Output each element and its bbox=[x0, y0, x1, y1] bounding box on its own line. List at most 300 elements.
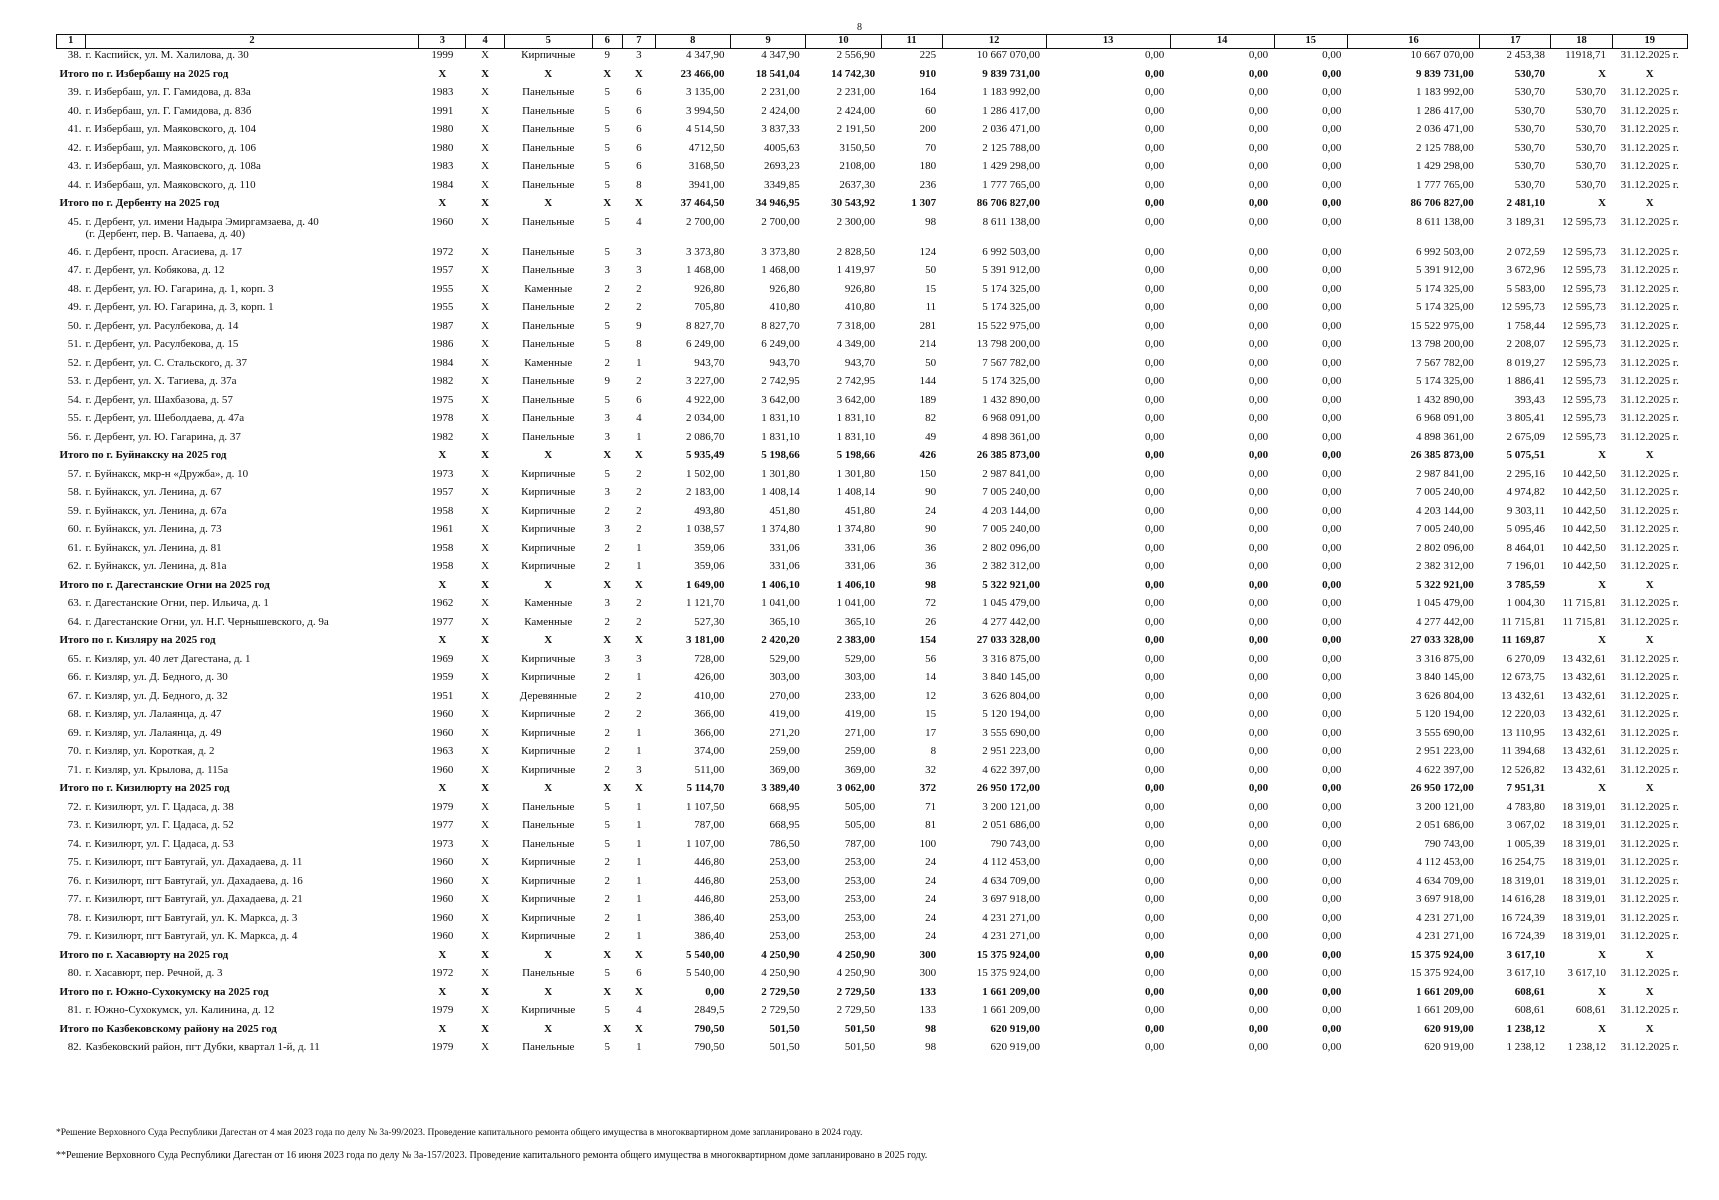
table-cell: X bbox=[481, 86, 490, 98]
table-cell: X bbox=[603, 948, 612, 961]
table-cell: 1 bbox=[636, 800, 642, 813]
table-cell: 13 432,61 bbox=[1562, 671, 1607, 683]
table-body bbox=[57, 49, 1688, 1060]
table-cell: 31.12.2025 г. bbox=[1620, 541, 1679, 554]
header-cell: 7 bbox=[623, 35, 656, 49]
header-cell: 19 bbox=[1612, 35, 1687, 49]
table-cell: 1 038,57 bbox=[685, 523, 725, 535]
table-cell: X bbox=[481, 800, 490, 813]
subtotal-label bbox=[57, 1023, 419, 1042]
table-cell: X bbox=[481, 652, 490, 665]
table-row bbox=[57, 375, 1688, 394]
table-cell: X bbox=[481, 282, 490, 295]
table-cell: 10 442,50 bbox=[1562, 504, 1607, 517]
table-cell: 31.12.2025 г. bbox=[1620, 245, 1679, 258]
table-cell: 2 086,70 bbox=[685, 430, 725, 443]
table-cell: X bbox=[481, 763, 490, 776]
table-cell: 0,00 bbox=[1322, 504, 1342, 517]
table-cell: X bbox=[481, 197, 490, 209]
table-cell: 0,00 bbox=[1248, 948, 1269, 961]
table-cell: 1 286 417,00 bbox=[1415, 104, 1474, 117]
table-cell: 13 432,61 bbox=[1562, 745, 1607, 757]
table-cell: 0,00 bbox=[1144, 467, 1165, 480]
table-cell: 0,00 bbox=[1144, 578, 1165, 591]
table-row bbox=[57, 616, 1688, 635]
address-cell bbox=[57, 468, 419, 487]
subtotal-label bbox=[57, 68, 419, 87]
address-cell bbox=[57, 616, 419, 635]
table-cell: 2 295,16 bbox=[1506, 467, 1545, 480]
table-cell: X bbox=[634, 1022, 643, 1035]
table-cell: 4 634 709,00 bbox=[1415, 874, 1474, 887]
table-row bbox=[57, 745, 1688, 764]
table-cell: 10 442,50 bbox=[1562, 523, 1607, 535]
table-cell: 530,70 bbox=[1575, 104, 1607, 117]
register-table-wrapper bbox=[56, 34, 1688, 1060]
table-cell: 3 642,00 bbox=[836, 393, 876, 406]
table-cell: 530,70 bbox=[1514, 67, 1545, 80]
table-cell: 0,00 bbox=[1248, 160, 1269, 172]
table-cell: X bbox=[481, 893, 490, 905]
row-number: 62. bbox=[67, 560, 82, 572]
table-cell: 2 bbox=[604, 763, 611, 776]
table-cell: 0,00 bbox=[1248, 634, 1269, 646]
table-cell: 2 231,00 bbox=[761, 86, 800, 98]
table-cell: Панельные bbox=[522, 819, 575, 831]
table-cell: 0,00 bbox=[1144, 930, 1165, 942]
table-cell: 225 bbox=[919, 49, 937, 61]
table-cell: 374,00 bbox=[694, 745, 725, 757]
address-text: г. Хасавюрт, пер. Речной, д. 3 bbox=[85, 967, 223, 979]
address-cell bbox=[57, 123, 419, 142]
subtotal-row bbox=[57, 197, 1688, 216]
table-cell: 6 992 503,00 bbox=[982, 245, 1041, 258]
table-row bbox=[57, 283, 1688, 302]
table-cell: 1955 bbox=[431, 301, 454, 313]
table-cell: 12 595,73 bbox=[1562, 245, 1607, 258]
table-cell: X bbox=[481, 467, 490, 480]
table-cell: 36 bbox=[925, 541, 937, 554]
row-number: 57. bbox=[67, 467, 82, 480]
table-cell: 0,00 bbox=[1144, 141, 1165, 154]
address-cell bbox=[57, 338, 419, 357]
table-row bbox=[57, 142, 1688, 161]
address-cell bbox=[57, 142, 419, 161]
table-cell: 5 540,00 bbox=[685, 948, 725, 961]
table-cell: Панельные bbox=[522, 123, 575, 135]
table-cell: 253,00 bbox=[769, 930, 800, 942]
table-cell: Кирпичные bbox=[521, 763, 576, 776]
row-number: 42. bbox=[67, 141, 82, 154]
table-cell: 0,00 bbox=[1248, 578, 1269, 591]
table-cell: 0,00 bbox=[1322, 67, 1342, 80]
row-number: 59. bbox=[67, 504, 82, 517]
header-cell: 5 bbox=[504, 35, 592, 49]
table-cell: 0,00 bbox=[1322, 893, 1342, 905]
table-cell: 0,00 bbox=[1322, 245, 1342, 258]
table-cell: Кирпичные bbox=[521, 504, 576, 517]
table-cell: 0,00 bbox=[1248, 967, 1269, 979]
table-cell: Каменные bbox=[524, 282, 573, 295]
row-number: 39. bbox=[67, 86, 82, 98]
address-text: Итого по Казбековскому району на 2025 год bbox=[59, 1022, 277, 1035]
table-cell: 2 bbox=[636, 301, 642, 313]
table-cell: 4 203 144,00 bbox=[1415, 504, 1474, 517]
table-cell: 1 432 890,00 bbox=[1415, 393, 1474, 406]
table-cell: X bbox=[603, 1022, 612, 1035]
table-cell: 1957 bbox=[431, 486, 454, 498]
table-cell: 8 611 138,00 bbox=[1416, 215, 1474, 228]
table-cell: X bbox=[481, 178, 490, 191]
table-cell: 6 249,00 bbox=[761, 338, 800, 350]
address-cell bbox=[57, 838, 419, 857]
row-number: 55. bbox=[67, 412, 82, 424]
table-cell: 1 183 992,00 bbox=[982, 86, 1041, 98]
table-cell: 18 319,01 bbox=[1500, 874, 1545, 887]
table-cell: 5 bbox=[604, 819, 611, 831]
address-text-alt: (г. Дербент, пер. В. Чапаева, д. 40) bbox=[85, 227, 245, 240]
table-cell: 26 385 873,00 bbox=[1410, 449, 1474, 461]
row-number: 73. bbox=[67, 819, 82, 831]
table-cell: 16 724,39 bbox=[1500, 930, 1545, 942]
table-cell: 527,30 bbox=[694, 615, 725, 628]
table-cell: X bbox=[481, 911, 490, 924]
table-cell: 2 bbox=[604, 356, 611, 369]
table-cell: X bbox=[481, 264, 490, 276]
table-cell: 0,00 bbox=[1248, 104, 1269, 117]
table-cell: X bbox=[481, 67, 490, 80]
table-cell: 1 777 765,00 bbox=[1415, 178, 1474, 191]
address-cell bbox=[57, 320, 419, 339]
row-number: 76. bbox=[67, 874, 82, 887]
table-cell: 2 bbox=[636, 504, 642, 517]
table-row bbox=[57, 468, 1688, 487]
table-cell: 0,00 bbox=[1322, 104, 1342, 117]
table-cell: 0,00 bbox=[1322, 123, 1342, 135]
table-cell: 18 319,01 bbox=[1562, 837, 1607, 850]
table-cell: 189 bbox=[919, 393, 937, 406]
table-cell: 9 bbox=[604, 49, 611, 61]
table-cell: 2 802 096,00 bbox=[1415, 541, 1474, 554]
table-cell: 9 839 731,00 bbox=[1415, 67, 1474, 80]
table-cell: 3 bbox=[604, 652, 611, 665]
table-cell: 926,80 bbox=[769, 282, 800, 295]
table-cell: 5 bbox=[604, 178, 611, 191]
table-cell: 180 bbox=[919, 160, 937, 172]
table-row bbox=[57, 671, 1688, 690]
table-cell: X bbox=[438, 948, 447, 961]
table-cell: X bbox=[481, 1022, 490, 1035]
table-cell: 530,70 bbox=[1514, 141, 1545, 154]
table-cell: 3 316 875,00 bbox=[1415, 652, 1474, 665]
table-row bbox=[57, 179, 1688, 198]
address-text: г. Кизилюрт, пгт Бавтугай, ул. Дахадаева, д. 16 bbox=[85, 874, 303, 887]
table-cell: 31.12.2025 г. bbox=[1620, 178, 1679, 191]
table-cell: X bbox=[481, 597, 490, 609]
table-cell: 1 374,80 bbox=[836, 523, 876, 535]
table-cell: 236 bbox=[919, 178, 937, 191]
table-cell: 0,00 bbox=[1322, 578, 1342, 591]
table-cell: 31.12.2025 г. bbox=[1620, 1004, 1679, 1016]
table-cell: 31.12.2025 г. bbox=[1620, 504, 1679, 517]
table-cell: Кирпичные bbox=[521, 1004, 576, 1016]
row-number: 67. bbox=[67, 689, 82, 702]
table-cell: X bbox=[481, 449, 490, 461]
table-cell: 300 bbox=[919, 948, 937, 961]
table-cell: 18 319,01 bbox=[1562, 911, 1607, 924]
table-cell: 2 802 096,00 bbox=[982, 541, 1041, 554]
table-row bbox=[57, 838, 1688, 857]
header-cell: 15 bbox=[1274, 35, 1347, 49]
table-cell: 31.12.2025 г. bbox=[1620, 141, 1679, 154]
table-cell: 4 277 442,00 bbox=[1415, 615, 1474, 628]
address-text: г. Избербаш, ул. Г. Гамидова, д. 83б bbox=[85, 104, 252, 117]
table-cell: 6 bbox=[636, 393, 642, 406]
table-cell: 1973 bbox=[431, 467, 454, 480]
subtotal-row bbox=[57, 68, 1688, 87]
table-cell: 18 319,01 bbox=[1562, 800, 1607, 813]
address-text: г. Дагестанские Огни, ул. Н.Г. Чернышевского, д. 9а bbox=[85, 615, 329, 628]
table-cell: 1951 bbox=[431, 689, 454, 702]
table-cell: 2 051 686,00 bbox=[1415, 819, 1474, 831]
table-cell: 1969 bbox=[431, 652, 454, 665]
table-cell: X bbox=[481, 393, 490, 406]
table-cell: 790 743,00 bbox=[1424, 837, 1474, 850]
table-cell: 303,00 bbox=[769, 671, 800, 683]
table-cell: 0,00 bbox=[1144, 837, 1165, 850]
table-cell: 11 715,81 bbox=[1562, 615, 1607, 628]
table-cell: 0,00 bbox=[1248, 652, 1269, 665]
table-cell: 1980 bbox=[431, 141, 454, 154]
table-cell: 10 442,50 bbox=[1562, 486, 1607, 498]
table-cell: 17 bbox=[925, 726, 937, 739]
table-cell: 31.12.2025 г. bbox=[1620, 911, 1679, 924]
table-cell: 372 bbox=[919, 782, 937, 794]
table-cell: 4 622 397,00 bbox=[1415, 763, 1474, 776]
header-row bbox=[57, 35, 1688, 49]
table-row bbox=[57, 216, 1688, 246]
table-cell: X bbox=[481, 726, 490, 739]
row-number: 60. bbox=[67, 523, 82, 535]
table-cell: 0,00 bbox=[1248, 375, 1269, 387]
table-cell: 100 bbox=[919, 837, 937, 850]
table-cell: 13 798 200,00 bbox=[1410, 338, 1474, 350]
table-cell: X bbox=[481, 486, 490, 498]
table-cell: 410,80 bbox=[844, 301, 876, 313]
table-cell: 1 bbox=[636, 560, 642, 572]
table-cell: 0,00 bbox=[1248, 1004, 1269, 1016]
table-cell: 0,00 bbox=[1144, 745, 1165, 757]
table-cell: 12 220,03 bbox=[1500, 708, 1545, 720]
header-cell: 9 bbox=[730, 35, 805, 49]
table-cell: 31.12.2025 г. bbox=[1620, 689, 1679, 702]
table-cell: 0,00 bbox=[1248, 763, 1269, 776]
table-cell: X bbox=[1598, 782, 1607, 794]
table-cell: 2 bbox=[604, 504, 611, 517]
table-cell: 1982 bbox=[431, 375, 454, 387]
table-cell: 3 200 121,00 bbox=[982, 800, 1041, 813]
table-cell: 2 231,00 bbox=[836, 86, 876, 98]
table-cell: 15 522 975,00 bbox=[976, 319, 1041, 332]
table-cell: 0,00 bbox=[1248, 197, 1269, 209]
table-cell: 4 898 361,00 bbox=[982, 430, 1041, 443]
table-cell: X bbox=[1598, 449, 1607, 461]
table-cell: 12 bbox=[925, 689, 937, 702]
address-text: г. Кизляр, ул. Лалаянца, д. 49 bbox=[85, 726, 222, 739]
table-cell: 0,00 bbox=[1144, 67, 1165, 80]
table-cell: 271,00 bbox=[844, 726, 876, 739]
table-cell: 3 805,41 bbox=[1506, 412, 1545, 424]
table-cell: 11918,71 bbox=[1565, 49, 1607, 61]
table-cell: 1979 bbox=[431, 800, 454, 813]
table-cell: 1 bbox=[636, 874, 642, 887]
address-cell bbox=[57, 1004, 419, 1023]
table-cell: 1 307 bbox=[911, 197, 937, 209]
table-cell: 1 107,00 bbox=[685, 837, 725, 850]
table-cell: 1 406,10 bbox=[761, 578, 800, 591]
table-cell: 0,00 bbox=[1248, 301, 1269, 313]
table-cell: 0,00 bbox=[1144, 104, 1165, 117]
table-cell: 5 bbox=[604, 967, 611, 979]
table-cell: 3 316 875,00 bbox=[982, 652, 1041, 665]
table-cell: 6 992 503,00 bbox=[1415, 245, 1474, 258]
table-cell: 0,00 bbox=[1322, 856, 1342, 868]
table-cell: 31.12.2025 г. bbox=[1620, 763, 1679, 776]
table-cell: Кирпичные bbox=[521, 523, 576, 535]
table-cell: 3 bbox=[636, 652, 642, 665]
table-cell: 0,00 bbox=[1248, 782, 1269, 794]
table-cell: 5 391 912,00 bbox=[1415, 264, 1474, 276]
table-cell: 10 667 070,00 bbox=[976, 49, 1041, 61]
footnote-2: **Решение Верховного Суда Республики Дагестан от 16 июня 2023 года по делу № 3а-157/2023. Проведение капитального ремонта общего имущества в многоквартирном доме запланировано в 2025 году. bbox=[56, 1150, 928, 1161]
table-cell: 24 bbox=[925, 930, 937, 942]
table-cell: 0,00 bbox=[1248, 541, 1269, 554]
address-cell bbox=[57, 301, 419, 320]
address-text: г. Избербаш, ул. Г. Гамидова, д. 83а bbox=[85, 86, 251, 98]
table-cell: 2 208,07 bbox=[1506, 338, 1545, 350]
table-cell: 4 231 271,00 bbox=[982, 911, 1041, 924]
table-cell: 2 987 841,00 bbox=[982, 467, 1041, 480]
table-cell: 0,00 bbox=[1322, 967, 1342, 979]
table-cell: 2 700,00 bbox=[761, 215, 800, 228]
table-cell: 31.12.2025 г. bbox=[1620, 893, 1679, 905]
table-cell: X bbox=[544, 782, 553, 794]
table-cell: X bbox=[1645, 634, 1654, 646]
table-cell: X bbox=[481, 319, 490, 332]
table-cell: X bbox=[481, 123, 490, 135]
table-cell: 2 556,90 bbox=[836, 49, 876, 61]
table-cell: 451,80 bbox=[844, 504, 876, 517]
table-cell: 2 bbox=[636, 375, 642, 387]
table-cell: 14 bbox=[925, 671, 937, 683]
table-cell: X bbox=[481, 430, 490, 443]
table-cell: 16 254,75 bbox=[1500, 856, 1545, 868]
table-cell: 0,00 bbox=[1322, 948, 1342, 961]
table-cell: Каменные bbox=[524, 597, 573, 609]
table-cell: Кирпичные bbox=[521, 856, 576, 868]
table-cell: 1 301,80 bbox=[836, 467, 876, 480]
table-cell: 0,00 bbox=[1248, 449, 1269, 461]
footnote-1: *Решение Верховного Суда Республики Дагестан от 4 мая 2023 года по делу № 3а-99/2023. Проведение капитального ремонта общего имущества в многоквартирном доме запланировано в 2024 году. bbox=[56, 1128, 863, 1138]
table-cell: 0,00 bbox=[1248, 504, 1269, 517]
table-cell: Панельные bbox=[522, 245, 575, 258]
table-cell: 18 319,01 bbox=[1562, 874, 1607, 887]
table-cell: 0,00 bbox=[1322, 615, 1342, 628]
table-cell: 5 174 325,00 bbox=[982, 375, 1041, 387]
table-cell: 1980 bbox=[431, 123, 454, 135]
table-cell: 12 673,75 bbox=[1500, 671, 1545, 683]
table-cell: 0,00 bbox=[1248, 282, 1269, 295]
table-cell: 253,00 bbox=[769, 856, 800, 868]
table-cell: 24 bbox=[925, 504, 937, 517]
address-cell bbox=[57, 412, 419, 431]
table-cell: 386,40 bbox=[694, 930, 725, 942]
table-cell: 11 394,68 bbox=[1501, 745, 1545, 757]
table-cell: 0,00 bbox=[1144, 1041, 1165, 1053]
address-cell bbox=[57, 653, 419, 672]
table-cell: 0,00 bbox=[1144, 178, 1165, 191]
table-cell: 1979 bbox=[431, 1041, 454, 1053]
address-cell bbox=[57, 893, 419, 912]
header-cell: 4 bbox=[466, 35, 505, 49]
table-cell: 0,00 bbox=[1144, 393, 1165, 406]
table-cell: 0,00 bbox=[1144, 430, 1165, 443]
table-cell: 4 347,90 bbox=[685, 49, 725, 61]
table-cell: 1 419,97 bbox=[836, 264, 876, 276]
table-cell: 9 bbox=[604, 375, 611, 387]
table-cell: 31.12.2025 г. bbox=[1620, 467, 1679, 480]
table-cell: 668,95 bbox=[769, 800, 800, 813]
table-cell: X bbox=[481, 104, 490, 117]
table-cell: 2 424,00 bbox=[836, 104, 876, 117]
row-number: 81. bbox=[67, 1004, 82, 1016]
address-cell bbox=[57, 86, 419, 105]
table-cell: 2 bbox=[604, 930, 611, 942]
table-cell: X bbox=[481, 819, 490, 831]
table-cell: 0,00 bbox=[1144, 301, 1165, 313]
table-cell: X bbox=[1645, 578, 1654, 591]
table-cell: 5 bbox=[604, 104, 611, 117]
row-number: 61. bbox=[67, 541, 82, 554]
table-cell: 3 389,40 bbox=[761, 782, 800, 794]
table-cell: 13 798 200,00 bbox=[976, 338, 1041, 350]
header-cell: 17 bbox=[1480, 35, 1551, 49]
table-cell: 3 062,00 bbox=[836, 782, 876, 794]
table-cell: 1 758,44 bbox=[1506, 319, 1545, 332]
table-cell: 0,00 bbox=[1248, 215, 1269, 228]
table-cell: Панельные bbox=[522, 430, 575, 443]
table-cell: X bbox=[544, 578, 553, 591]
address-cell bbox=[57, 179, 419, 198]
table-cell: 2 987 841,00 bbox=[1415, 467, 1474, 480]
table-cell: 82 bbox=[925, 412, 937, 424]
table-cell: 0,00 bbox=[1322, 86, 1342, 98]
table-cell: 13 432,61 bbox=[1562, 689, 1607, 702]
address-cell bbox=[57, 160, 419, 179]
address-cell bbox=[57, 283, 419, 302]
table-cell: 26 385 873,00 bbox=[976, 449, 1041, 461]
row-number: 53. bbox=[67, 375, 82, 387]
table-cell: Кирпичные bbox=[521, 745, 576, 757]
table-cell: 3 617,10 bbox=[1567, 967, 1607, 979]
address-text: г. Дербент, ул. Расулбекова, д. 14 bbox=[85, 319, 239, 332]
table-cell: 3 642,00 bbox=[761, 393, 800, 406]
table-cell: 71 bbox=[925, 800, 937, 813]
table-cell: 331,06 bbox=[844, 541, 876, 554]
table-cell: 86 706 827,00 bbox=[976, 197, 1041, 209]
table-cell: X bbox=[1598, 67, 1607, 80]
header-cell: 2 bbox=[85, 35, 419, 49]
